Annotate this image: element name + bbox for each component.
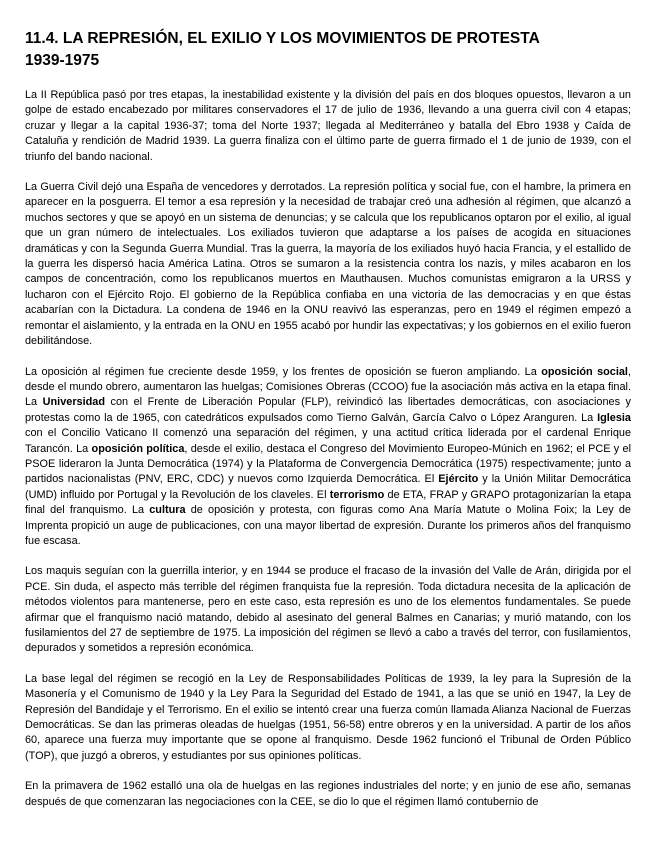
text-run: La oposición al régimen fue creciente desde 1959, y los frentes de oposición se fueron ampliando. La <box>25 365 542 378</box>
document-title <box>25 28 631 72</box>
paragraph-3 <box>25 365 631 550</box>
bold-term: oposición social <box>541 365 628 378</box>
text-run: En la primavera de 1962 estalló una ola de huelgas en las regiones industriales del norte; y en junio de ese año, semanas después de que comenzaran las negociaciones con la CEE, se dio lo que el régimen llamó contubernio de <box>25 780 631 808</box>
text-run: Los maquis seguían con la guerrilla interior, y en 1944 se produce el fracaso de la invasión del Valle de Arán, dirigida por el PCE. Sin duda, el aspecto más terrible del régimen franquista fue la represión. Toda dictadura necesita de la aplicación de métodos violentos para mantenerse, pero en este caso, esta represión es uno de los elementos fundamentales. Se puede afirmar que el franquismo nació matando, debido al asesinato del general Balmes en Canarias; y murió matando, con los fusilamientos del 27 de septiembre de 1975. La imposición del régimen se llevó a cabo a través del terror, con fusilamientos, depurados y sometidos a represión económica. <box>25 565 631 655</box>
text-run: y la Unión Militar Democrática (UMD) influido por Portugal y la Revolución de los claveles. El <box>25 473 631 501</box>
bold-term: terrorismo <box>329 488 385 501</box>
text-run: de oposición y protesta, con figuras como Ana María Matute o Molina Foix; la Ley de Imprenta propició un auge de publicaciones, con una mayor libertad de expresión. Durante los primeros años del franquismo fue escasa. <box>25 504 631 547</box>
text-run: La base legal del régimen se recogió en la Ley de Responsabilidades Políticas de 1939, la ley para la Supresión de la Masonería y el Comunismo de 1940 y la Ley Para la Seguridad del Estado de 1941, a las que se unió en 1947, la Ley de Represión del Bandidaje y el Terrorismo. En el exilio se intentó crear una fuerza común llamada Alianza Nacional de Fuerzas Democráticas. Se dan las primeras oleadas de huelgas (1951, 56-58) entre obreros y en la universidad. A partir de los años 60, aparece una fuerza muy importante que se opone al franquismo. Desde 1962 funcionó el Tribunal de Orden Público (TOP), que juzgó a obreros, y estudiantes por sus opiniones políticas. <box>25 672 631 762</box>
bold-term: Ejército <box>438 473 479 486</box>
bold-term: cultura <box>149 504 186 517</box>
text-run: , desde el exilio, destaca el Congreso del Movimiento Europeo-Múnich en 1962; el PCE y el PSOE lideraron la Junta Democrática (1974) y la Plataforma de Convergencia Democrática (1975) respectivamente; junto a partidos nacionalistas (PNV, ERC, CDC) y nuevos como Izquierda Democrática. El <box>25 442 632 486</box>
paragraph-5 <box>25 672 631 764</box>
title-line-1: 11.4. LA REPRESIÓN, EL EXILIO Y LOS MOVIMIENTOS DE PROTESTA <box>25 30 540 47</box>
paragraph-1 <box>25 88 631 165</box>
text-run: con el Concilio Vaticano II comenzó una separación del régimen, y una actitud crítica liderada por el cardenal Enrique Tarancón. La <box>25 427 631 455</box>
paragraph-6 <box>25 779 631 810</box>
document-body <box>25 88 631 810</box>
bold-term: Universidad <box>42 396 105 409</box>
title-line-2: 1939-1975 <box>25 52 100 69</box>
text-run: , desde el mundo obrero, aumentaron las huelgas; Comisiones Obreras (CCOO) fue la asociación más activa en la etapa final. La <box>25 365 631 409</box>
bold-term: oposición política <box>91 442 185 455</box>
paragraph-4 <box>25 564 631 656</box>
text-run: La II República pasó por tres etapas, la inestabilidad existente y la división del país en dos bloques opuestos, llevaron a un golpe de estado encabezado por militares conservadores el 17 de julio de 1936, llevando a una guerra civil con 4 etapas; cruzar y llegar a la capital 1936-37; toma del Norte 1937; llegada al Mediterráneo y batalla del Ebro 1938 y Caída de Cataluña y rendición de Madrid 1939. La guerra finaliza con el último parte de guerra firmado el 1 de junio de 1939, con el triunfo del bando nacional. <box>25 89 631 163</box>
bold-term: Iglesia <box>597 411 631 424</box>
text-run: La Guerra Civil dejó una España de vencedores y derrotados. La represión política y social fue, con el hambre, la primera en aparecer en la posguerra. El temor a esa represión y la necesidad de trabajar creó una adhesión al régimen, que alcanzó a muchos sectores y que se apoyó en un sistema de denuncias; y se calcula que los republicanos optaron por el exilio, al igual que un gran número de intelectuales. Los exiliados tuvieron que adaptarse a los países de acogida en situaciones dramáticas y con la Segunda Guerra Mundial. Tras la guerra, la mayoría de los exiliados huyó hacia Francia, y el estallido de la guerra les dispersó hacia América Latina. Otros se sumaron a la resistencia contra los nazis, y miles acabaron en los campos de concentración, como los republicanos muertos en Mauthausen. Muchos comunistas emigraron a la URSS y lucharon con el Ejército Rojo. El gobierno de la República confiaba en una victoria de las democracias y en que éstas acabarían con la Dictadura. La condena de 1946 en la ONU reavivó las esperanzas, pero en 1949 el régimen empezó a remontar el aislamiento, y la entrada en la ONU en 1955 acabó por hundir las expectativas; y los gobiernos en el exilio fueron debilitándose. <box>25 181 631 348</box>
text-run: de ETA, FRAP y GRAPO protagonizarían la etapa final del franquismo. La <box>25 488 632 517</box>
paragraph-2 <box>25 180 631 349</box>
text-run: con el Frente de Liberación Popular (FLP), reivindicó las libertades democráticas, con asociaciones y protestas como la de 1965, con catedráticos expulsados como Tierno Galván, García Calvo o López Aranguren. La <box>25 396 632 424</box>
